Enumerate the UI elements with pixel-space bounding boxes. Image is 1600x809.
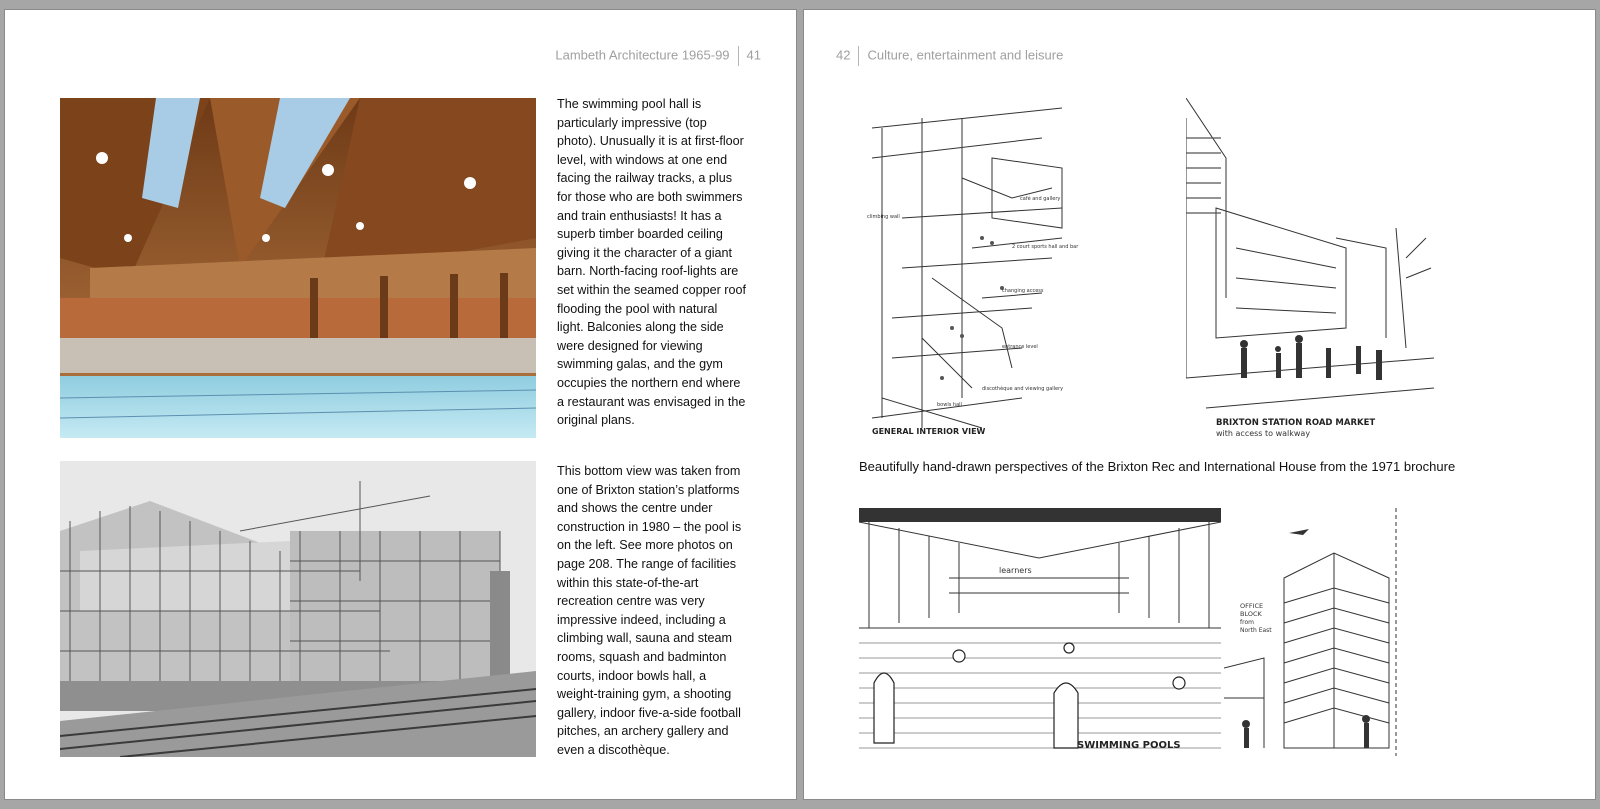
running-head-divider bbox=[738, 46, 739, 66]
office-label-2: BLOCK bbox=[1240, 610, 1262, 618]
left-running-head bbox=[555, 46, 761, 66]
interior-label-sports: 2 court sports hall and bar bbox=[1012, 244, 1079, 250]
interior-label-entrance: entrance level bbox=[1002, 344, 1038, 350]
interior-label-cafe: café and gallery bbox=[1020, 196, 1061, 202]
interior-label-disco: discothèque and viewing gallery bbox=[982, 386, 1064, 392]
right-running-head bbox=[836, 46, 1063, 66]
left-running-head-title: Lambeth Architecture 1965-99 bbox=[555, 47, 730, 63]
interior-view-sketch bbox=[862, 98, 1087, 438]
interior-label-climbing: climbing wall bbox=[867, 214, 900, 220]
office-label-1: OFFICE bbox=[1240, 602, 1264, 610]
market-subtitle: with access to walkway bbox=[1216, 429, 1311, 438]
office-label-3: from bbox=[1240, 619, 1254, 626]
office-block-sketch bbox=[1224, 508, 1402, 756]
right-page bbox=[804, 10, 1595, 799]
market-street-sketch bbox=[1186, 98, 1434, 443]
interior-view-title: GENERAL INTERIOR VIEW bbox=[872, 427, 986, 436]
running-head-divider bbox=[858, 46, 859, 66]
interior-label-bowls: bowls hall bbox=[937, 402, 962, 408]
right-running-head-title: Culture, entertainment and leisure bbox=[867, 47, 1064, 63]
construction-photo bbox=[60, 461, 536, 757]
interior-label-changing: changing access bbox=[1002, 288, 1044, 294]
pool-learners-label: learners bbox=[999, 566, 1032, 575]
left-page-number: 41 bbox=[746, 47, 761, 63]
left-page bbox=[5, 10, 796, 799]
swimming-pools-title: SWIMMING POOLS bbox=[1077, 740, 1181, 751]
construction-paragraph: This bottom view was taken from one of Brixton station’s platforms and shows the centre under construction in 1980 – the pool is on the left. See more photos on page 208. The range of facilities within this state-of-the-art recreation centre was very impressive indeed, including a climbing wall, sauna and steam rooms, squash and badminton courts, indoor bowls hall, a weight-training gym, a shooting gallery, indoor five-a-side football pitches, an archery gallery and even a discothèque. bbox=[557, 464, 742, 757]
figure-caption: Beautifully hand-drawn perspectives of the Brixton Rec and International House from the 1971 brochure bbox=[859, 459, 1456, 474]
market-title: BRIXTON STATION ROAD MARKET bbox=[1216, 418, 1376, 428]
right-page-number: 42 bbox=[836, 47, 851, 63]
pool-hall-paragraph: The swimming pool hall is particularly impressive (top photo). Unusually it is at first-floor level, with windows at one end facing the railway tracks, a plus for those who are both swimmers and train enthusiasts! It has a superb timber boarded ceiling giving it the character of a giant barn. North-facing roof-lights are set within the seamed copper roof flooding the pool with natural light. Balconies along the side were designed for viewing swimming galas, and the gym occupies the northern end where a restaurant was envisaged in the original plans. bbox=[557, 97, 747, 428]
swimming-pool-sketch bbox=[859, 508, 1221, 756]
office-label-4: North East bbox=[1240, 627, 1272, 634]
pool-hall-photo bbox=[60, 98, 536, 438]
